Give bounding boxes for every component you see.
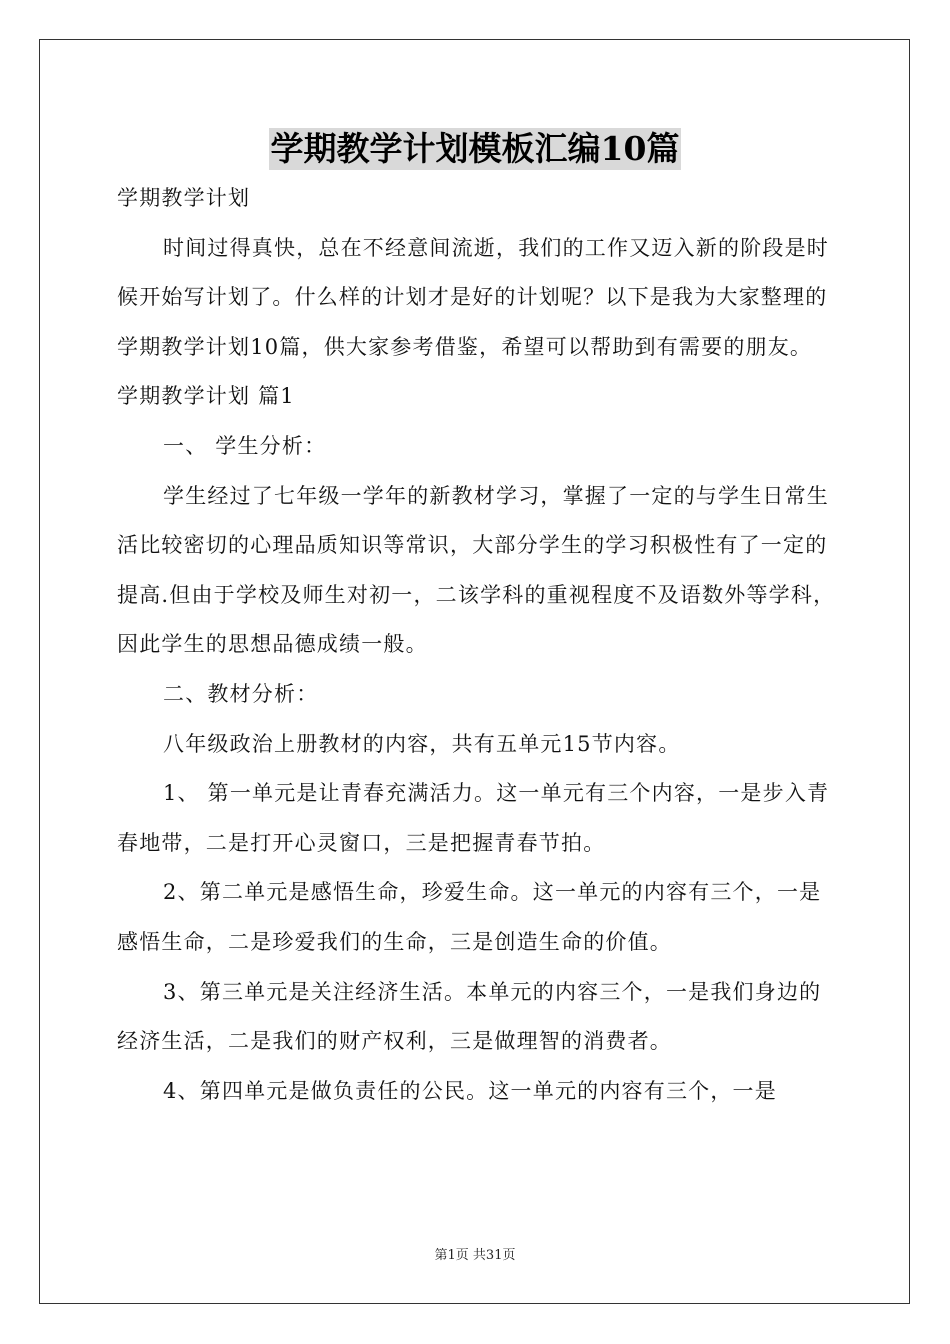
section-heading: 学期教学计划 篇1 (117, 384, 295, 409)
paragraph: 1、 第一单元是让青春充满活力。这一单元有三个内容，一是步入青春地带，二是打开心灵窗口，三是把握青春节拍。 (117, 781, 830, 855)
paragraph: 一、 学生分析： (163, 433, 327, 458)
document-body (117, 174, 837, 1116)
paragraph: 学期教学计划 (117, 186, 251, 210)
paragraph: 4、第四单元是做负责任的公民。这一单元的内容有三个，一是 (163, 1078, 777, 1103)
paragraph: 2、第二单元是感悟生命，珍爱生命。这一单元的内容有三个，一是感悟生命，二是珍爱我们的生命，三是创造生命的价值。 (117, 880, 822, 954)
paragraph: 时间过得真快，总在不经意间流逝，我们的工作又迈入新的阶段是时候开始写计划了。什么样的计划才是好的计划呢？以下是我为大家整理的学期教学计划10篇，供大家参考借鉴，希望可以帮助到有需要的朋友。 (117, 235, 829, 359)
paragraph: 八年级政治上册教材的内容，共有五单元15节内容。 (163, 731, 681, 756)
title-container (0, 128, 950, 170)
document-title: 学期教学计划模板汇编10篇 (270, 129, 680, 168)
paragraph: 3、第三单元是关注经济生活。本单元的内容三个，一是我们身边的经济生活，二是我们的财产权利，三是做理智的消费者。 (117, 979, 822, 1054)
page-number: 第1页 共31页 (434, 1248, 516, 1263)
paragraph: 二、教材分析： (163, 681, 319, 706)
paragraph: 学生经过了七年级一学年的新教材学习，掌握了一定的与学生日常生活比较密切的心理品质知识等常识，大部分学生的学习积极性有了一定的提高.但由于学校及师生对初一，二该学科的重视程度不及语数外等学科，因此学生的思想品德成绩一般。 (117, 483, 836, 657)
page-footer (0, 1247, 950, 1265)
